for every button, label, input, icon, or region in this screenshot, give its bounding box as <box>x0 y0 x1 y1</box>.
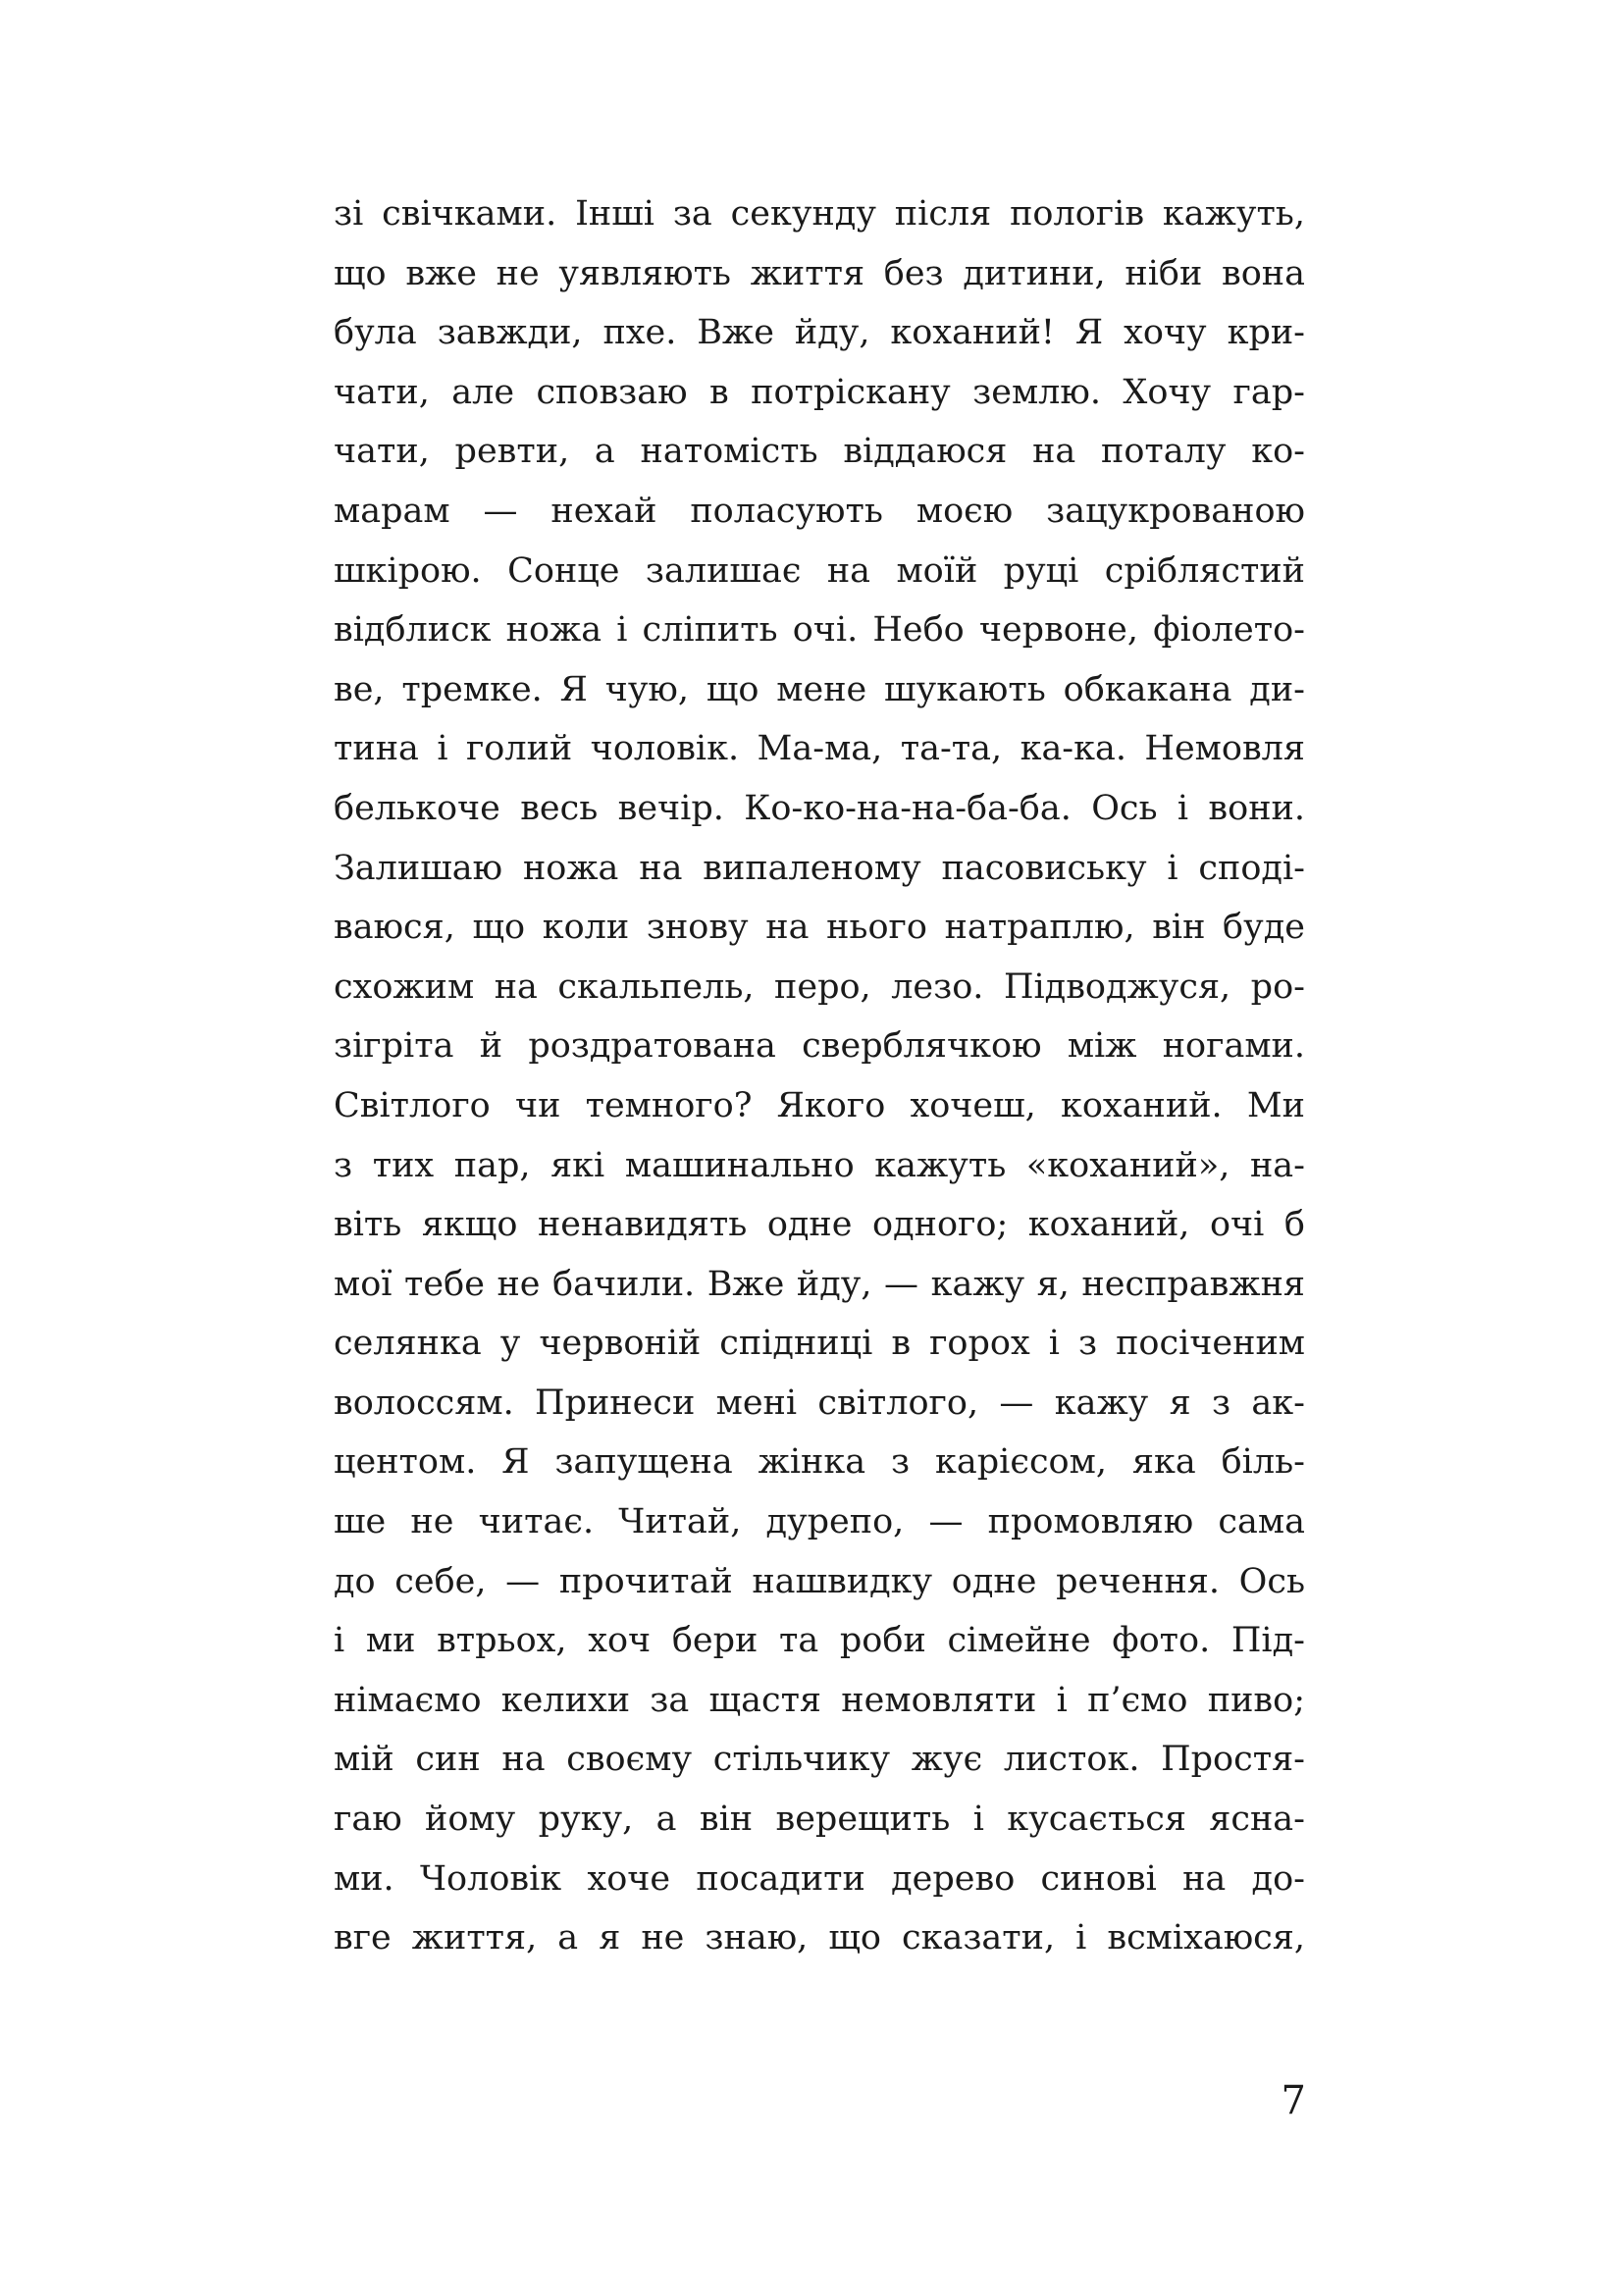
text-line: белькоче весь вечір. Ко-ко-на-на-ба-ба. Ось і вони. <box>334 788 1305 828</box>
text-line: була завжди, пхе. Вже йду, коханий! Я хочу кри- <box>334 313 1305 353</box>
text-line: ве, тремке. Я чую, що мене шукають обкакана ди- <box>334 669 1305 709</box>
text-line: зі свічками. Інші за секунду після пологів кажуть, <box>334 194 1305 234</box>
text-line: вге життя, а я не знаю, що сказати, і всміхаюся, <box>334 1918 1305 1958</box>
body-text <box>334 184 1305 1968</box>
text-line: і ми втрьох, хоч бери та роби сімейне фото. Під- <box>334 1621 1305 1661</box>
text-line: марам — нехай поласують моєю зацукрованою <box>334 491 1305 531</box>
text-line: мій син на своєму стільчику жує листок. Простя- <box>334 1740 1305 1780</box>
text-line: відблиск ножа і сліпить очі. Небо червоне, фіолето- <box>334 610 1305 651</box>
text-line: до себе, — прочитай нашвидку одне речення. Ось <box>334 1561 1305 1601</box>
text-line: центом. Я запущена жінка з карієсом, яка біль- <box>334 1442 1305 1483</box>
text-line: волоссям. Принеси мені світлого, — кажу я з ак- <box>334 1383 1305 1423</box>
text-line: схожим на скальпель, перо, лезо. Підводжуся, ро- <box>334 966 1305 1007</box>
text-line: зігріта й роздратована сверблячкою між ногами. <box>334 1026 1305 1067</box>
text-line: німаємо келихи за щастя немовляти і п’ємо пиво; <box>334 1680 1305 1720</box>
text-line: ми. Чоловік хоче посадити дерево синові на до- <box>334 1858 1305 1899</box>
text-line: шкірою. Сонце залишає на моїй руці сріблястий <box>334 550 1305 591</box>
text-line: селянка у червоній спідниці в горох і з посіченим <box>334 1324 1305 1364</box>
text-line: Світлого чи темного? Якого хочеш, коханий. Ми <box>334 1085 1305 1125</box>
text-line: чати, але сповзаю в потріскану землю. Хочу гар- <box>334 372 1305 412</box>
text-line: з тих пар, які машинально кажуть «коханий», на- <box>334 1145 1305 1185</box>
text-line: мої тебе не бачили. Вже йду, — кажу я, несправжня <box>334 1264 1305 1304</box>
page-number: 7 <box>1281 2078 1306 2123</box>
text-line: тина і голий чоловік. Ма-ма, та-та, ка-ка. Немовля <box>334 729 1305 769</box>
text-line: віть якщо ненавидять одне одного; коханий, очі б <box>334 1205 1305 1245</box>
text-line: чати, ревти, а натомість віддаюся на поталу ко- <box>334 432 1305 472</box>
text-line: Залишаю ножа на випаленому пасовиську і сподi- <box>334 848 1305 888</box>
text-line: гаю йому руку, а він верещить і кусається ясна- <box>334 1800 1305 1840</box>
text-line: що вже не уявляють життя без дитини, ніби вона <box>334 253 1305 293</box>
text-line: ваюся, що коли знову на нього натраплю, він буде <box>334 908 1305 948</box>
text-line: ше не читає. Читай, дурепо, — промовляю сама <box>334 1502 1305 1542</box>
